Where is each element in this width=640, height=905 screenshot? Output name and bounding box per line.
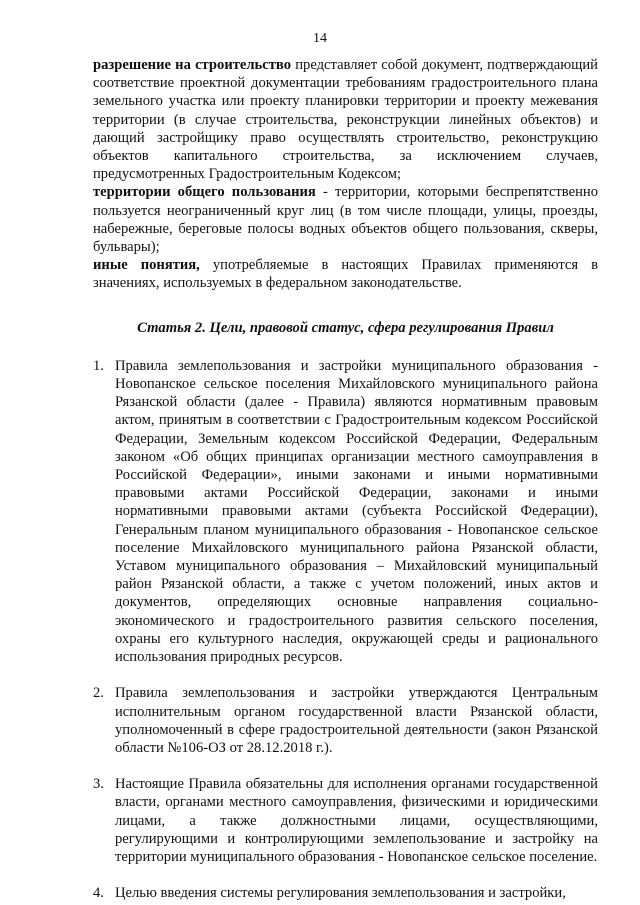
definition-term: территории общего пользования [93, 184, 316, 201]
definition-other-terms [93, 256, 598, 292]
item-text: Правила землепользования и застройки муниципального образования - Новопанское сельское поселения Михайловского муниципального района Рязанской области (далее - Правила) являются нормативным правовым актом, принятым в соответствии с Градостроительным кодексом Российской Федерации, Земельным кодексом Российской Федерации, Федеральным законом «Об общих принципах организации местного самоуправления в Российской Федерации», иными законами и иными нормативными правовыми актами Российской Федерации, законами и иными нормативными правовыми актами (субъекта Российской Федерации), Генеральным планом муниципального образования - Новопанское сельское поселение Михайловского муниципального района Рязанской области, Уставом муниципального образования – Михайловский муниципальный район Рязанской области, а также с учетом положений, иных актов и документов, определяющих основные направления социально-экономического и градостроительного развития сельского поселения, охраны его культурного наследия, окружающей среды и рационального использования природных ресурсов. [115, 357, 598, 666]
definition-term: разрешение на строительство [93, 57, 292, 73]
item-number: 2. [93, 685, 104, 702]
definition-term: иные понятия, [93, 257, 200, 274]
item-number: 4. [93, 885, 104, 902]
definition-text: представляет собой документ, подтверждающий соответствие проектной документации требованиям градостроительного плана земельного участка или проекту планировки территории и проекту межевания территории (в случае строительства, реконструкции линейных объектов) и дающий застройщику право осуществлять строительство, реконструкцию объектов капитального строительства, за исключением случаев, предусмотренных Градостроительным Кодексом; [93, 57, 598, 183]
definition-permit [93, 56, 598, 183]
definition-text: - территории, которыми беспрепятственно пользуется неограниченный круг лиц (в том числе площади, улицы, проезды, набережные, береговые полосы водных объектов общего пользования, скверы, бульвары); [93, 184, 598, 256]
item-number: 1. [93, 357, 104, 374]
item-text: Целью введения системы регулирования землепользования и застройки, [115, 885, 566, 902]
document-body [93, 56, 598, 902]
definition-public-territories [93, 183, 598, 256]
definition-text: употребляемые в настоящих Правилах применяются в значениях, используемых в федеральном законодательстве. [93, 257, 598, 292]
item-text: Настоящие Правила обязательны для исполнения органами государственной власти, органами местного самоуправления, физическими и юридическими лицами, а также должностными лицами, осуществляющими, регулирующими и контролирующими землепользование и застройку на территории муниципального образования - Новопанское сельское поселение. [115, 776, 598, 865]
article-items-list [93, 357, 598, 902]
list-item [93, 775, 598, 866]
item-number: 3. [93, 776, 104, 793]
list-item [93, 884, 598, 902]
list-item [93, 684, 598, 757]
list-item [93, 357, 598, 666]
item-text: Правила землепользования и застройки утверждаются Центральным исполнительным органом государственной власти Рязанской области, уполномоченный в сфере градостроительной деятельности (закон Рязанской области №106-ОЗ от 28.12.2018 г.). [115, 685, 598, 756]
article-heading: Статья 2. Цели, правовой статус, сфера регулирования Правил [137, 319, 554, 336]
page-number: 14 [313, 31, 327, 46]
